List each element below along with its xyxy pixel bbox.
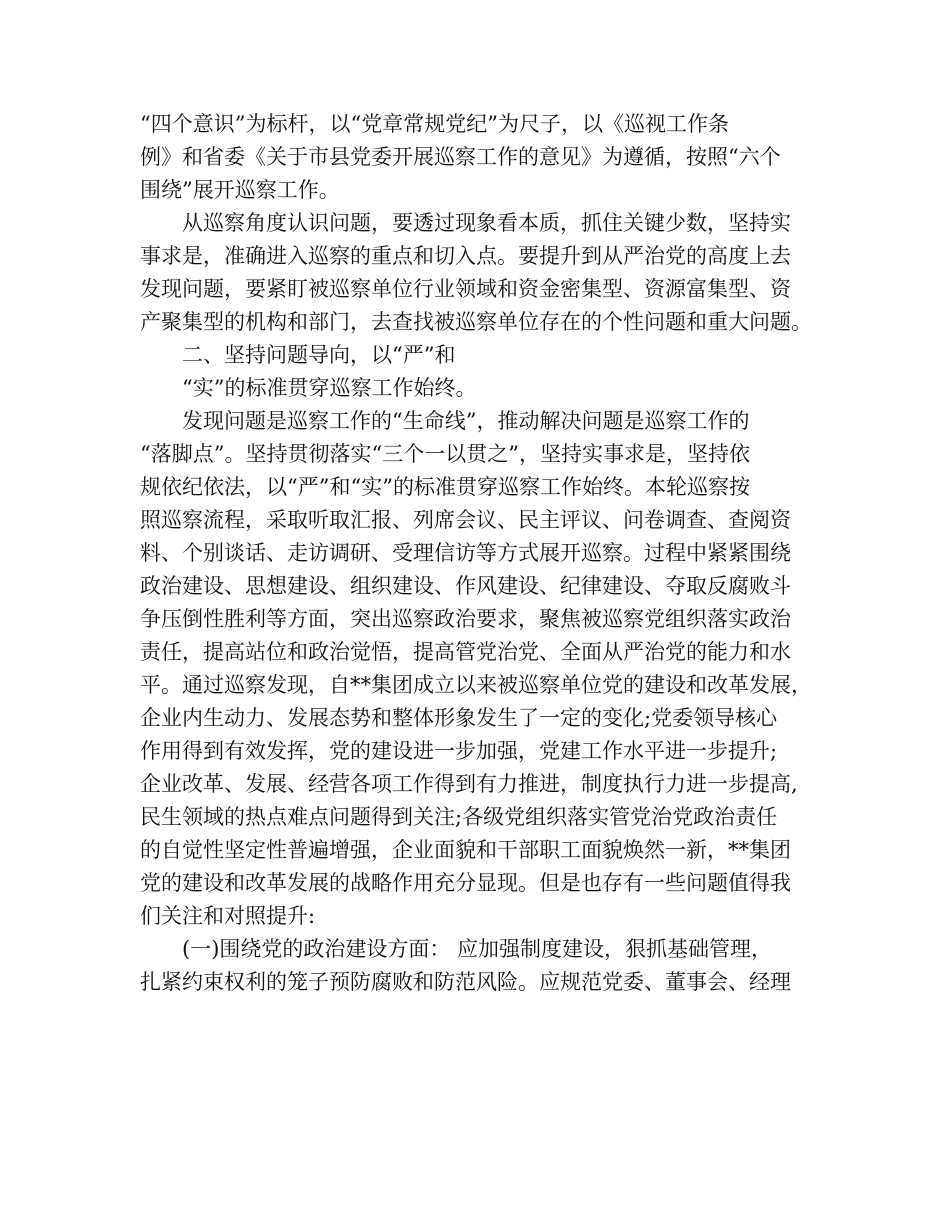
paragraph-line: 党的建设和改革发展的战略作用充分显现。但是也存有一些问题值得我 [140,871,791,895]
paragraph-line: 们关注和对照提升: [140,904,316,928]
paragraph-line: 的自觉性坚定性普遍增强，企业面貌和干部职工面貌焕然一新，**集团 [140,838,791,862]
paragraph-line: 平。通过巡察发现，自**集团成立以来被巡察单位党的建设和改革发展， [140,673,812,697]
paragraph-line: 料、个别谈话、走访调研、受理信访等方式展开巡察。过程中紧紧围绕 [140,541,791,565]
section-heading: 二、坚持问题导向，以“严”和 [182,343,456,367]
paragraph-line: 照巡察流程，采取听取汇报、列席会议、民主评议、问卷调查、查阅资 [140,508,791,532]
paragraph-line: 企业内生动力、发展态势和整体形象发生了一定的变化;党委领导核心 [140,706,778,730]
paragraph-line: 发现问题是巡察工作的“生命线”，推动解决问题是巡察工作的 [182,409,750,433]
paragraph-line: 产聚集型的机构和部门，去查找被巡察单位存在的个性问题和重大问题。 [140,310,812,334]
paragraph-line: 民生领域的热点难点问题得到关注;各级党组织落实管党治党政治责任 [140,805,778,829]
paragraph-line: 政治建设、思想建设、组织建设、作风建设、纪律建设、夺取反腐败斗 [140,574,791,598]
paragraph-line: 从巡察角度认识问题，要透过现象看本质，抓住关键少数，坚持实 [182,211,791,235]
section-heading-continued: “实”的标准贯穿巡察工作始终。 [182,376,477,400]
paragraph-line: 责任，提高站位和政治觉悟，提高管党治党、全面从严治党的能力和水 [140,640,791,664]
document-body [140,108,820,999]
paragraph-line: 例》和省委《关于市县党委开展巡察工作的意见》为遵循，按照“六个 [140,145,781,169]
paragraph-line: 扎紧约束权利的笼子预防腐败和防范风险。应规范党委、董事会、经理 [140,970,791,994]
paragraph-line: 事求是，准确进入巡察的重点和切入点。要提升到从严治党的高度上去 [140,244,791,268]
paragraph-line: 作用得到有效发挥，党的建设进一步加强，党建工作水平进一步提升; [140,739,778,763]
paragraph-line: 规依纪依法，以“严”和“实”的标准贯穿巡察工作始终。本轮巡察按 [140,475,750,499]
paragraph-line: 争压倒性胜利等方面，突出巡察政治要求，聚焦被巡察党组织落实政治 [140,607,791,631]
paragraph-line: 发现问题，要紧盯被巡察单位行业领域和资金密集型、资源富集型、资 [140,277,791,301]
paragraph-line: “落脚点”。坚持贯彻落实“三个一以贯之”，坚持实事求是，坚持依 [140,442,750,466]
paragraph-line: 围绕”展开巡察工作。 [140,178,340,202]
subsection-line: (一)围绕党的政治建设方面： 应加强制度建设，狠抓基础管理， [182,937,773,961]
paragraph-line: “四个意识”为标杆，以“党章常规党纪”为尺子，以《巡视工作条 [140,112,729,136]
paragraph-line: 企业改革、发展、经营各项工作得到有力推进，制度执行力进一步提高, [140,772,798,796]
